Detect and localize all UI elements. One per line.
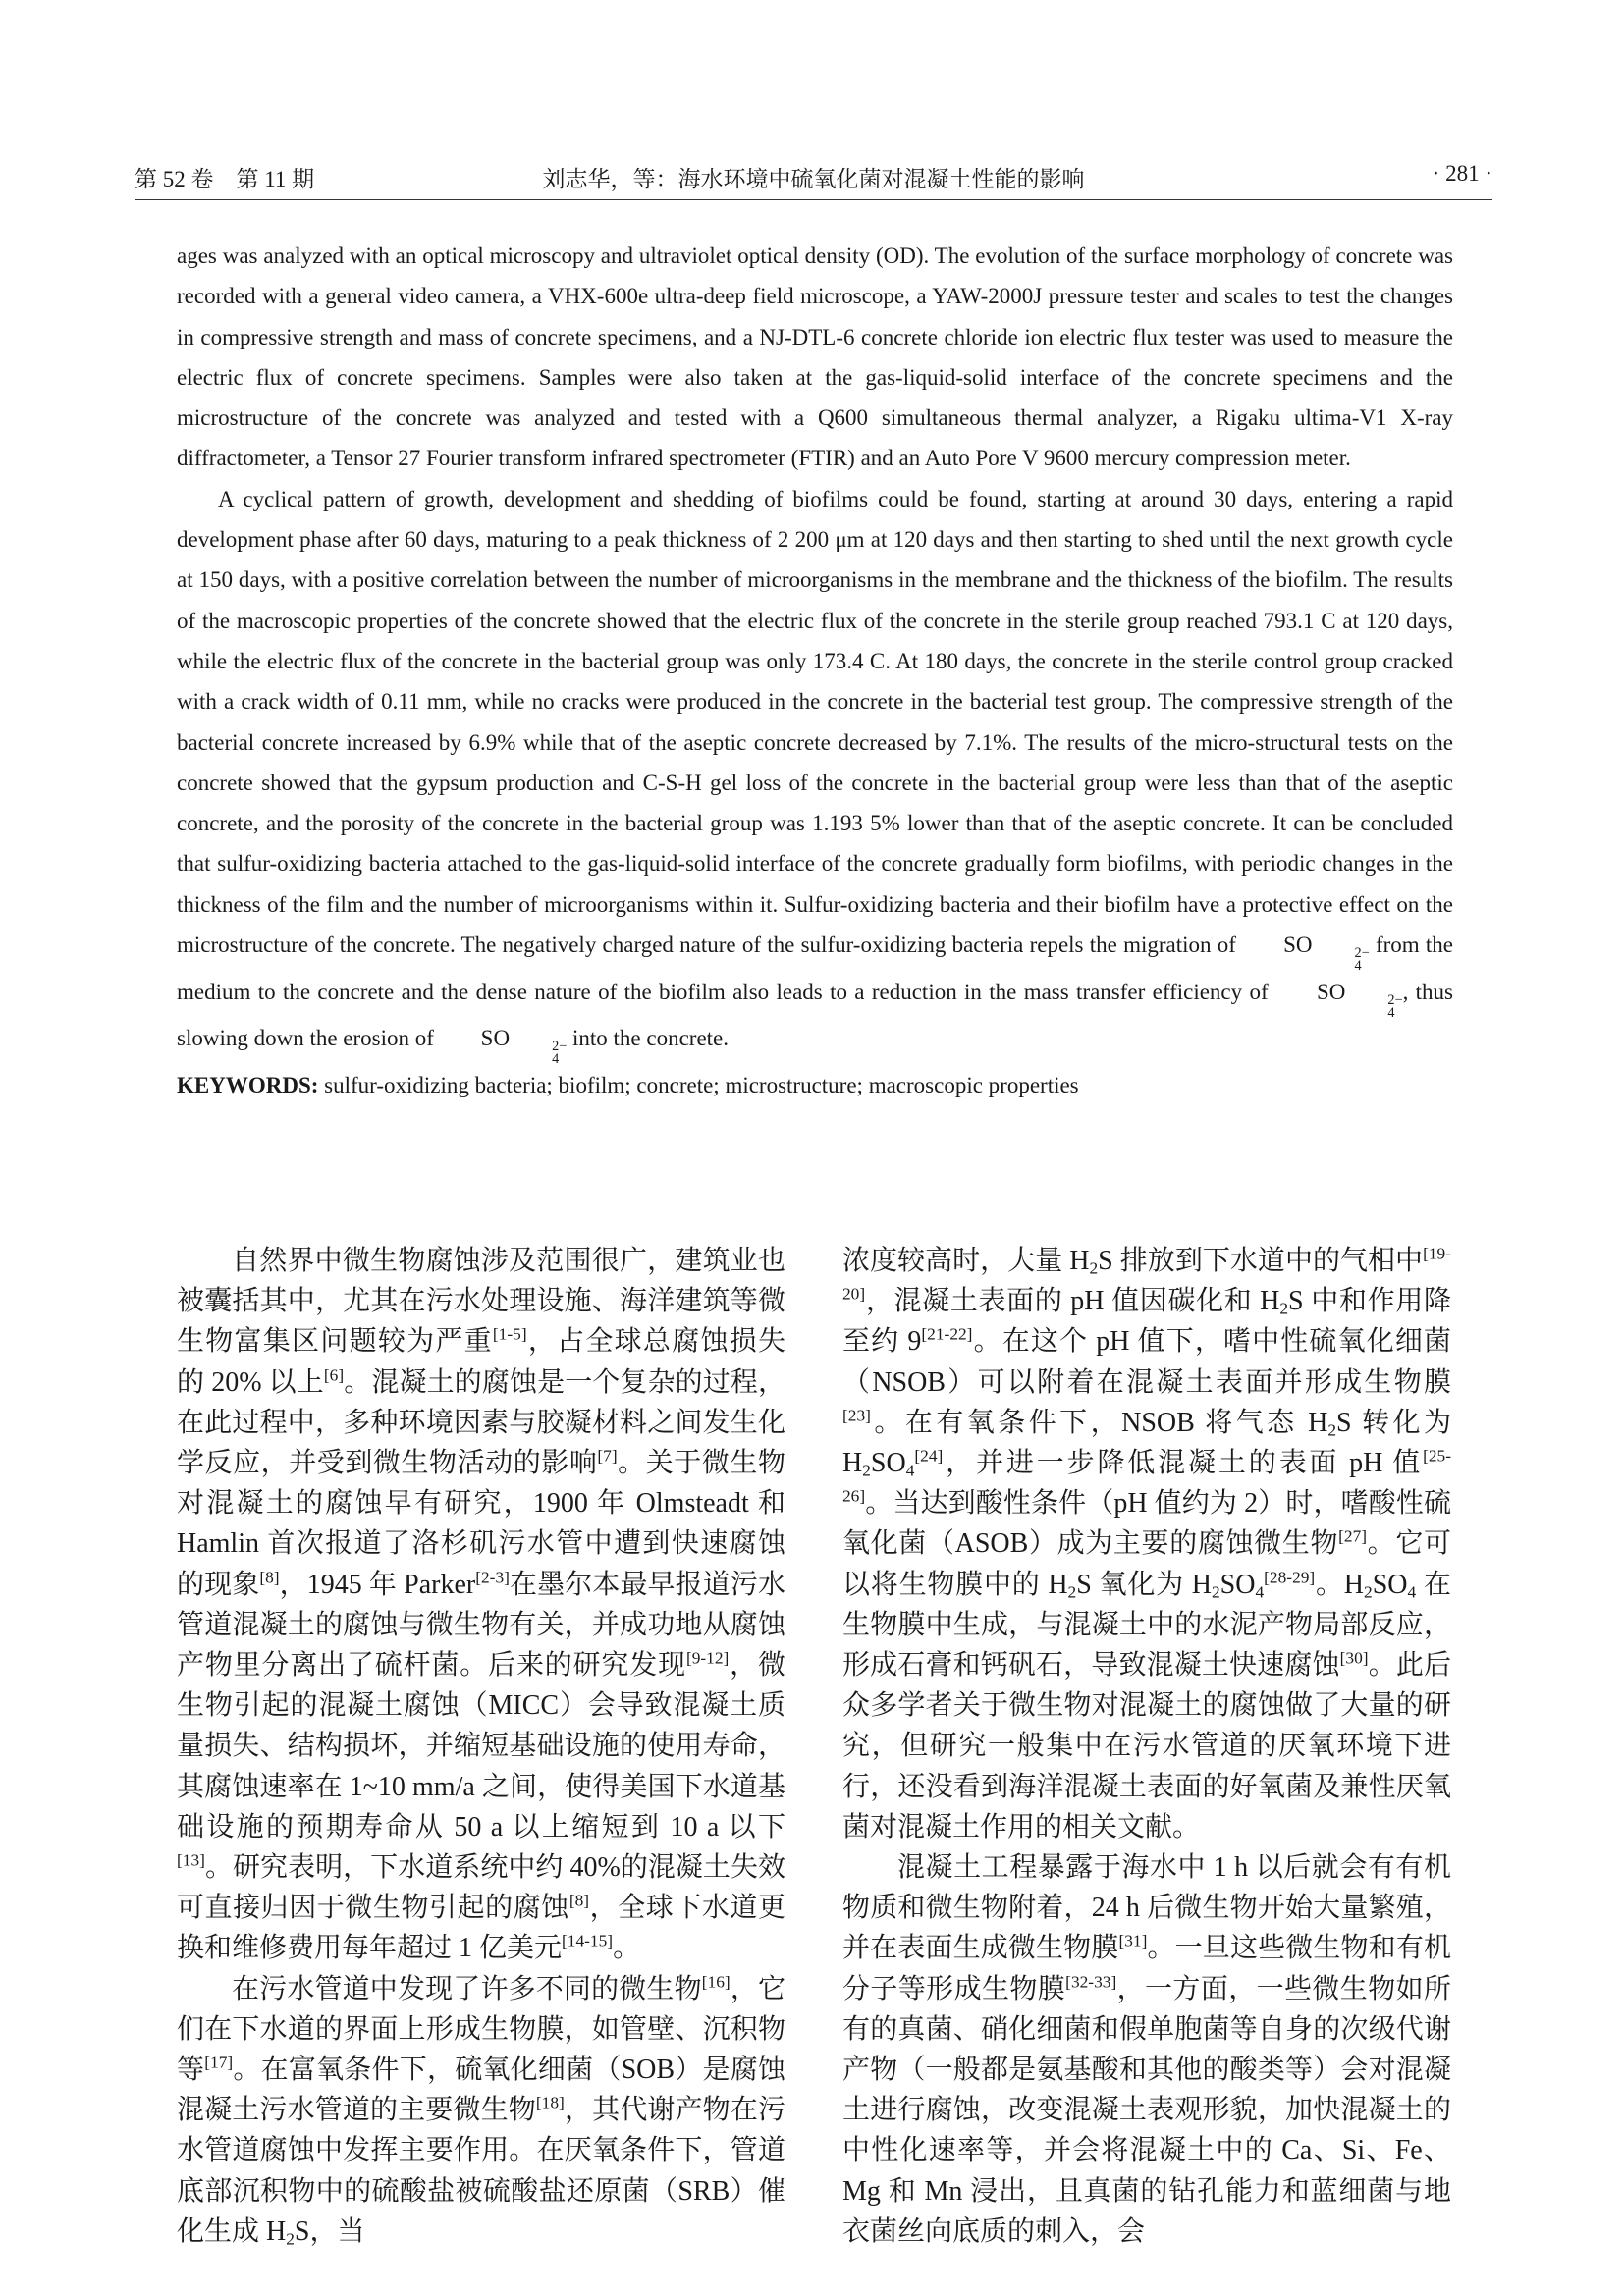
keywords-label: KEYWORDS: <box>177 1072 319 1097</box>
header-title: 刘志华，等：海水环境中硫氧化菌对混凝土性能的影响 <box>542 167 1085 191</box>
body-paragraph: 混凝土工程暴露于海水中 1 h 以后就会有有机物质和微生物附着，24 h 后微生物开始大量繁殖，并在表面生成微生物膜[31]。一旦这些微生物和有机分子等形成生物膜[32-33]，一方面，一些微生物如所有的真菌、硝化细菌和假单胞菌等自身的次级代谢产物（一般都是氨基酸和其他的酸类等）会对混凝土进行腐蚀，改变混凝土表观形貌，加快混凝土的中性化速率等，并会将混凝土中的 Ca、Si、Fe、Mg 和 Mn 浸出，且真菌的钻孔能力和蓝细菌与地衣菌丝向底质的刺入，会 <box>842 1852 1451 2247</box>
keywords-text: sulfur-oxidizing bacteria; biofilm; concrete; microstructure; macroscopic properties <box>318 1072 1079 1097</box>
sulfate-ion: SO 2− 4 <box>1283 933 1370 974</box>
body-column-left <box>177 1241 785 2252</box>
header-rule <box>135 199 1492 200</box>
abstract-paragraph-1: ages was analyzed with an optical microscopy and ultraviolet optical density (OD). The evolution of the surface morphology of concrete was recorded with a general video camera, a VHX-600e ultra-deep field microscope, a YAW-2000J pressure tester and scales to test the changes in compressive strength and mass of concrete specimens, and a NJ-DTL-6 concrete chloride ion electric flux tester was used to measure the electric flux of concrete specimens. Samples were also taken at the gas-liquid-solid interface of the concrete specimens and the microstructure of the concrete was analyzed and tested with a Q600 simultaneous thermal analyzer, a Rigaku ultima-V1 X-ray diffractometer, a Tensor 27 Fourier transform infrared spectrometer (FTIR) and an Auto Pore V 9600 mercury compression meter. <box>177 243 1453 471</box>
sulfate-ion: SO 2− 4 <box>480 1026 568 1068</box>
abstract-paragraph-2: A cyclical pattern of growth, development and shedding of biofilms could be found, starting at around 30 days, entering a rapid development phase after 60 days, maturing to a peak thickness of 2 200 μm at 120 days and then starting to shed until the next growth cycle at 150 days, with a positive correlation between the number of microorganisms in the membrane and the thickness of the biofilm. The results of the macroscopic properties of the concrete showed that the electric flux of the concrete in the sterile group reached 793.1 C at 120 days, while the electric flux of the concrete in the bacterial group was only 173.4 C. At 180 days, the concrete in the sterile control group cracked with a crack width of 0.11 mm, while no cracks were produced in the concrete in the bacterial test group. The compressive strength of the bacterial concrete increased by 6.9% while that of the aseptic concrete decreased by 7.1%. The results of the micro-structural tests on the concrete showed that the gypsum production and C-S-H gel loss of the concrete in the bacterial group were less than that of the aseptic concrete, and the porosity of the concrete in the bacterial group was 1.193 5% lower than that of the aseptic concrete. It can be concluded that sulfur-oxidizing bacteria attached to the gas-liquid-solid interface of the concrete gradually form biofilms, with periodic changes in the thickness of the film and the number of microorganisms within it. Sulfur-oxidizing bacteria and their biofilm have a protective effect on the microstructure of the concrete. The negatively charged nature of the sulfur-oxidizing bacteria repels the migration of SO 2− 4 from the medium to the concrete and the dense nature of the biofilm also leads to a reduction in the mass transfer efficiency of SO 2− 4 , thus slowing down the erosion of SO 2− 4 into the concrete. <box>177 486 1453 1068</box>
running-header <box>135 157 1492 196</box>
body-column-right <box>842 1241 1451 2252</box>
keywords-line <box>177 1065 1453 1105</box>
header-volume-issue: 第 52 卷 第 11 期 <box>135 167 315 191</box>
body-paragraph: 在污水管道中发现了许多不同的微生物[16]，它们在下水道的界面上形成生物膜，如管壁、沉积物等[17]。在富氧条件下，硫氧化细菌（SOB）是腐蚀混凝土污水管道的主要微生物[18]，其代谢产物在污水管道腐蚀中发挥主要作用。在厌氧条件下，管道底部沉积物中的硫酸盐被硫酸盐还原菌（SRB）催化生成 $H_2S$，当 <box>177 1972 785 2249</box>
header-page-number: · 281 · <box>1432 161 1492 186</box>
english-abstract <box>177 236 1453 1105</box>
sulfate-ion: SO 2− 4 <box>1316 979 1403 1021</box>
body-paragraph: 浓度较高时，大量 $H_2S$ 排放到下水道中的气相中[19-20]，混凝土表面的 pH 值因碳化和 $H_2S$ 中和作用降至约 9[21-22]。在这个 pH 值下，嗜中性硫氧化细菌（NSOB）可以附着在混凝土表面并形成生物膜[23]。在有氧条件下，NSOB 将气态 $H_2S$ 转化为 $H_2SO_4[24]$，并进一步降低混凝土的表面 pH 值[25-26]。当达到酸性条件（pH 值约为 2）时，嗜酸性硫氧化菌（ASOB）成为主要的腐蚀微生物[27]。它可以将生物膜中的 $H_2S$ 氧化为 $H_2SO_4[28-29]$。$H_2SO_4$ 在生物膜中生成，与混凝土中的水泥产物局部反应，形成石膏和钙矾石，导致混凝土快速腐蚀[30]。此后众多学者关于微生物对混凝土的腐蚀做了大量的研究，但研究一般集中在污水管道的厌氧环境下进行，还没看到海洋混凝土表面的好氧菌及兼性厌氧菌对混凝土作用的相关文献。 <box>842 1244 1451 1842</box>
body-paragraph: 自然界中微生物腐蚀涉及范围很广，建筑业也被囊括其中，尤其在污水处理设施、海洋建筑等微生物富集区问题较为严重[1-5]，占全球总腐蚀损失的 20% 以上[6]。混凝土的腐蚀是一个复杂的过程，在此过程中，多种环境因素与胶凝材料之间发生化学反应，并受到微生物活动的影响[7]。关于微生物对混凝土的腐蚀早有研究，1900 年 Olmsteadt 和 Hamlin 首次报道了洛杉矶污水管中遭到快速腐蚀的现象[8]，1945 年 Parker[2-3]在墨尔本最早报道污水管道混凝土的腐蚀与微生物有关，并成功地从腐蚀产物里分离出了硫杆菌。后来的研究发现[9-12]，微生物引起的混凝土腐蚀（MICC）会导致混凝土质量损失、结构损坏，并缩短基础设施的使用寿命，其腐蚀速率在 1~10 mm/a 之间，使得美国下水道基础设施的预期寿命从 50 a 以上缩短到 10 a 以下[13]。研究表明，下水道系统中约 40%的混凝土失效可直接归因于微生物引起的腐蚀[8]，全球下水道更换和维修费用每年超过 1 亿美元[14-15]。 <box>177 1246 785 1964</box>
